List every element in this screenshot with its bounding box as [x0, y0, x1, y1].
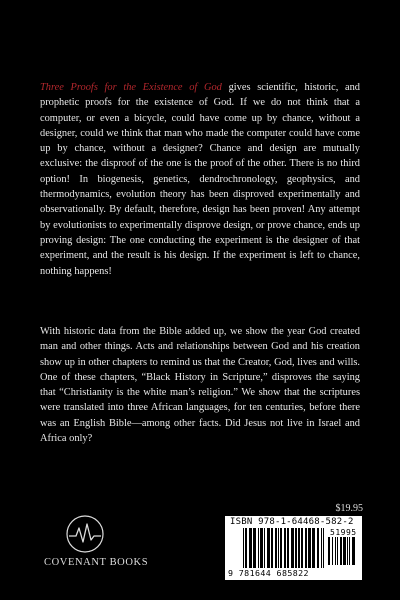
isbn-barcode: [225, 516, 362, 580]
covenant-books-logo-icon: [65, 514, 105, 554]
book-title: Three Proofs for the Existence of God: [40, 82, 222, 93]
price-label: $19.95: [335, 503, 363, 514]
description-paragraph-1: [40, 80, 360, 279]
isbn-number: ISBN 978-1-64468-582-2: [230, 517, 354, 527]
ean-digits: 9 781644 685822: [228, 568, 309, 578]
publisher-name: COVENANT BOOKS: [44, 557, 149, 568]
addon-digits: 51995: [330, 528, 357, 537]
ean-barcode-bars: [243, 528, 325, 568]
addon-barcode-bars: [328, 537, 356, 565]
publisher-logo: [44, 514, 149, 568]
description-text-1: gives scientific, historic, and prophetic proofs for the existence of God. If we do not think that a computer, or even a bicycle, could have come up by chance, without a designer, could we think that man who made the computer could have come up by chance, without a designer? Chance and design are mutually exclusive: the disproof of the one is the proof of the other. There is no third option! In biogenesis, genetics, dendrochronology, geophysics, and thermodynamics, evolution theory has been disproved experimentally and observationally. By default, therefore, design has been proven! Any attempt by evolutionists to experimentally disprove design, or prove chance, ends up proving design: The one conducting the experiment is the designer of that experiment, and the result is his design. If the experiment is left to chance, nothing happens!: [40, 82, 360, 277]
description-paragraph-2: With historic data from the Bible added up, we show the year God created man and other things. Acts and relationships between God and his creation show up in other chapters to remind us that the Creator, God, lives and wills. One of these chapters, “Black History in Scripture,” disproves the saying that “Christianity is the white man’s religion.” We show that the scriptures were translated into three African languages, for ten centuries, before there was an English Bible—among other facts. Did Jesus not live in Israel and Africa only?: [40, 326, 360, 445]
